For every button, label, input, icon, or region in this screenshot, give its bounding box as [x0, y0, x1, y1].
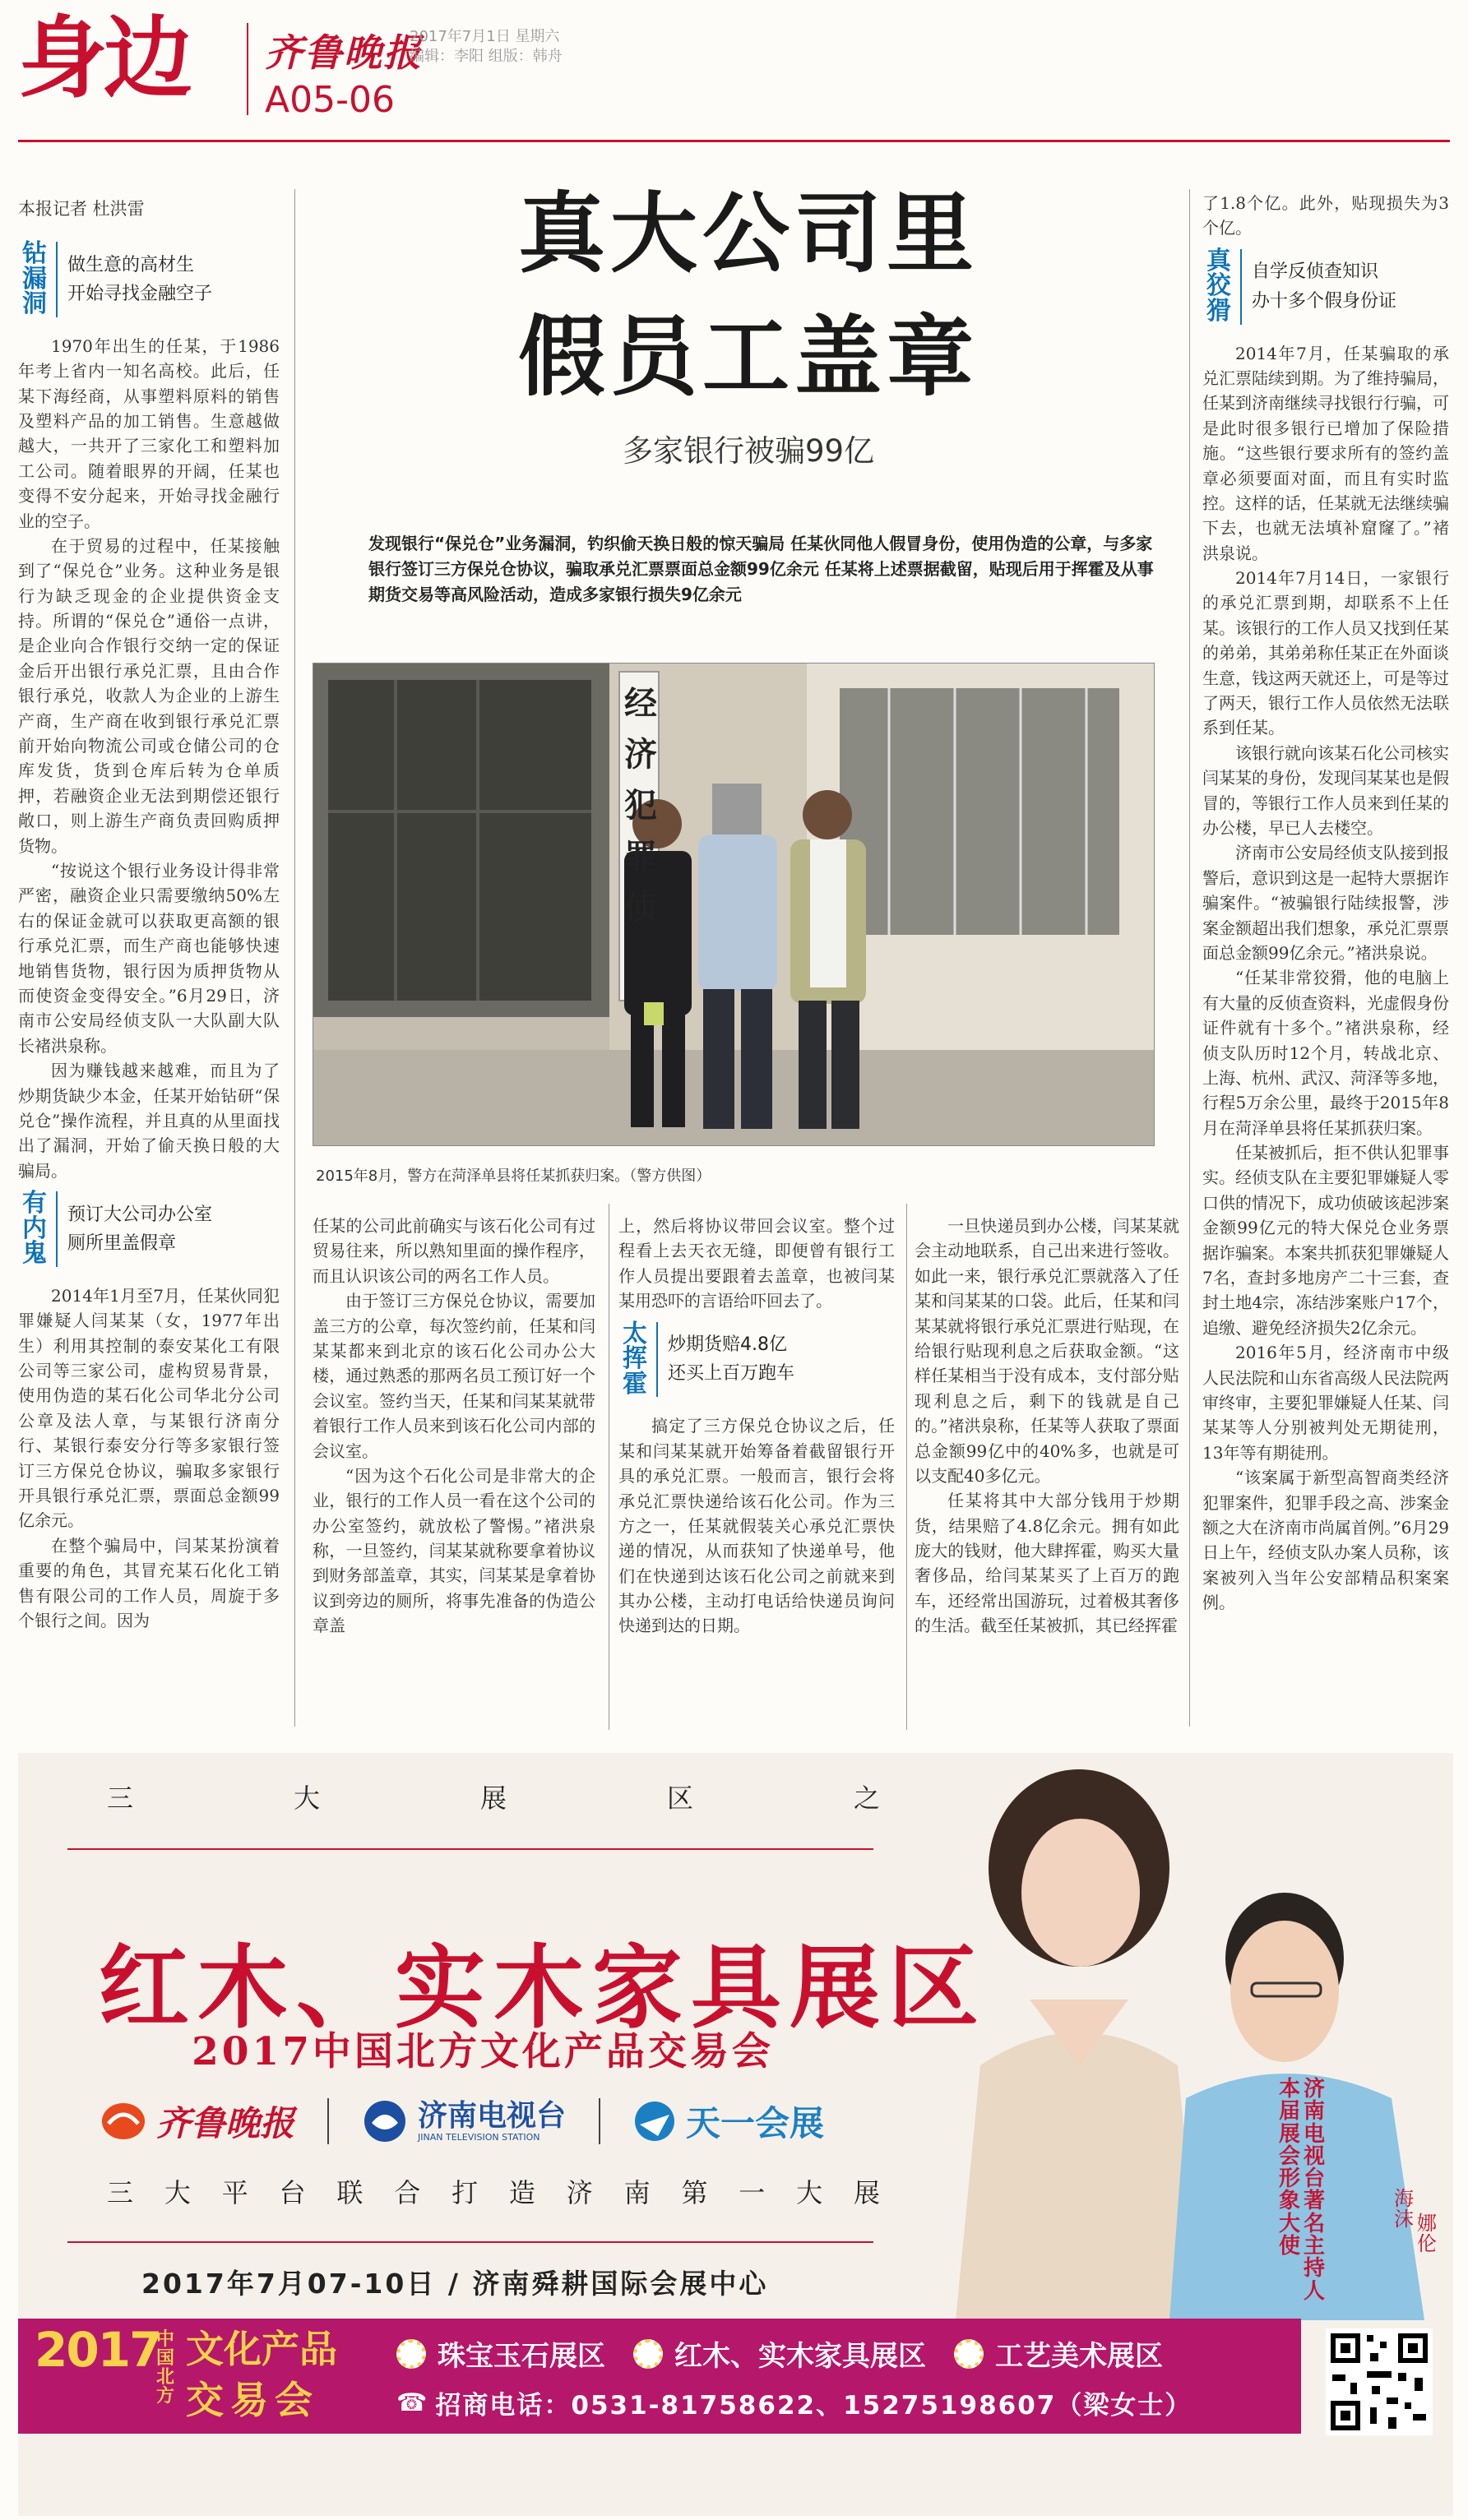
ad-big-title: 红木、实木家具展区: [99, 1935, 987, 2041]
paragraph: 上，然后将协议带回会议室。整个过程看上去天衣无缝，即便曾有银行工作人员提出要跟着去盖章，也被闫某某用恐吓的言语给吓回去了。: [618, 1216, 895, 1311]
hosts-photo: [898, 1753, 1453, 2320]
ad-char: 三: [107, 1782, 134, 1814]
kicker-line: 自学反侦查知识: [1252, 261, 1379, 283]
kicker-line: 厕所里盖假章: [67, 1232, 177, 1254]
kicker-bar: [1240, 249, 1242, 325]
paragraph: 在于贸易的过程中，任某接触到了“保兑仓”业务。这种业务是银行为缺乏现金的企业提供资金支持。所谓的“保兑仓”通俗一点讲，是企业向合作银行交纳一定的保证金后开出银行承兑汇票，且由合作银行承兑，收款人为企业的上游生产商，生产商在收到银行承兑汇票前开始向物流公司或仓储公司的仓库发货，货到仓库后转为仓单质押，若融资企业无法到期偿还银行敞口，则上游生产商负责回购质押货物。: [18, 535, 280, 856]
ad-char: 之: [853, 1782, 880, 1814]
paragraph: 该银行就向该某石化公司核实闫某某的身份，发现闫某某也是假冒的，等银行工作人员来到任某的办公楼，早已人去楼空。: [1202, 742, 1449, 838]
paragraph: 了1.8个亿。此外，贴现损失为3个亿。: [1202, 193, 1449, 238]
kicker-line: 预订大公司办公室: [67, 1204, 213, 1225]
paragraph: 2016年5月，经济南市中级人民法院和山东省高级人民法院两审终审，主要犯罪嫌疑人任某、闫某某等人分别被判处无期徒刑，13年等有期徒刑。: [1202, 1343, 1449, 1463]
logo-text: 齐鲁晚报: [156, 2103, 295, 2143]
paragraph: “任某非常狡猾，他的电脑上有大量的反侦查资料，光虚假身份证件就有十多个。”褚洪泉称，经侦支队历时12个月，转战北京、上海、杭州、武汉、菏泽等多地，行程5万余公里，最终于2015年8月在菏泽单县将任某抓获归案。: [1202, 968, 1449, 1138]
kicker-bar: [656, 1322, 658, 1398]
zone-label: 工艺美术展区: [995, 2340, 1163, 2373]
ad-rule: [67, 2241, 873, 2243]
kicker-cunning: [1202, 246, 1449, 326]
page-number: A05-06: [265, 79, 395, 121]
qilu-logo-icon: [100, 2101, 146, 2142]
ad-char: 区: [666, 1782, 693, 1814]
host-caption: 本届展会形象大使: [1278, 2077, 1300, 2259]
paragraph: 任某的公司此前确实与该石化公司有过贸易往来，所以熟知里面的操作程序，而且认识该公司的两名工作人员。: [313, 1216, 595, 1286]
qr-code-icon: [1326, 2328, 1433, 2435]
ad-char: 三: [107, 2177, 134, 2208]
paragraph: 2014年7月14日，一家银行的承兑汇票到期，却联系不上任某。该银行的工作人员又找到任某的弟弟，其弟弟称任某正在外面谈生意，钱这两天就还上，可是等过了两天，银行工作人员依然无法联系到任某。: [1202, 568, 1449, 738]
column-1: [18, 234, 280, 1633]
byline: 本报记者 杜洪雷: [18, 199, 145, 219]
ad-char: 南: [623, 2177, 651, 2208]
ad-char: 合: [394, 2177, 421, 2208]
sign-text: 经济犯罪侦: [624, 684, 657, 927]
issue-date: 2017年7月1日 星期六: [410, 28, 560, 45]
photo-illustration: [313, 664, 1155, 1146]
logo-subtext: JINAN TELEVISION STATION: [418, 2132, 540, 2143]
paragraph: 在整个骗局中，闫某某扮演着重要的角色，其冒充某石化化工销售有限公司的工作人员，周旋于多个银行之间。因为: [18, 1535, 280, 1630]
column-rule: [294, 189, 295, 1727]
ad-date-venue: 2017年7月07-10日 / 济南舜耕国际会展中心: [141, 2268, 769, 2300]
phone-icon: ☎: [396, 2388, 428, 2417]
paper-name: 齐鲁晚报: [265, 30, 423, 75]
phone-line: [396, 2384, 1192, 2421]
band-title: 交易会: [186, 2378, 319, 2422]
paragraph: 济南市公安局经侦支队接到报警后，意识到这是一起特大票据诈骗案件。“被骗银行陆续报警，涉案金额超出我们想象，承兑汇票票面总金额99亿余元。”褚洪泉说。: [1202, 843, 1449, 963]
logo-divider: [599, 2098, 600, 2144]
column-5: [1202, 191, 1449, 1615]
paragraph: 1970年出生的任某，于1986年考上省内一知名高校。此后，任某下海经商，从事塑料原料的销售及塑料产品的加工销售。生意越做越大，一共开了三家化工和塑料加工公司。随着眼界的开阔，任某也变得不安分起来，开始寻找金融行业的空子。: [18, 335, 280, 531]
header-divider: [247, 23, 248, 115]
host-name: 海沫: [1394, 2187, 1414, 2231]
ad-char: 联: [336, 2177, 364, 2208]
paragraph: “该案属于新型高智商类经济犯罪案件，犯罪手段之高、涉案金额之大在济南市尚属首例。”6月29日上午，经侦支队办案人员称，该案被列入当年公安部精品积案案例。: [1202, 1468, 1449, 1613]
paragraph: 任某将其中大部分钱用于炒期货，结果赔了4.8亿余元。拥有如此庞大的钱财，他大肆挥霍，购买大量奢侈品，给闫某某买了上百万的跑车，还经常出国游玩，过着极其奢侈的生活。截至任某被抓，其已经挥霍: [915, 1491, 1179, 1636]
jntv-logo-icon: [362, 2098, 408, 2144]
logo-text: 济南电视台: [418, 2098, 567, 2133]
kicker-loophole: [18, 239, 280, 319]
logo-jinan-tv: [362, 2098, 566, 2144]
ad-rule: [67, 1848, 873, 1850]
kicker-line: 办十多个假身份证: [1252, 290, 1397, 312]
ad-char: 展: [853, 2177, 880, 2208]
kicker-tag: 真狡猾: [1206, 246, 1231, 326]
flower-icon: [954, 2339, 984, 2369]
section-title: 身边: [18, 7, 190, 110]
ad-char: 造: [508, 2177, 535, 2208]
kicker-tag: 有内鬼: [22, 1189, 47, 1269]
paragraph: 因为赚钱越来越难，而且为了炒期货缺少本金，任某开始钻研“保兑仓”操作流程，并且真的从里面找出了漏洞，开始了偷天换日般的大骗局。: [18, 1061, 280, 1181]
logo-divider: [327, 2098, 329, 2144]
header-rule: [18, 140, 1450, 142]
column-4: [915, 1214, 1179, 1639]
paragraph: 2014年7月，任某骗取的承兑汇票陆续到期。为了维持骗局，任某到济南继续寻找银行行骗，可是此时很多银行已增加了保险措施。“这些银行要求所有的签约盖章必须要面对面，而且有实时监控。这样的话，任某就无法继续骗下去，也就无法填补窟窿了。”褚洪泉说。: [1202, 343, 1449, 563]
logo-tianyi: [633, 2097, 824, 2146]
kicker-tag: 钻漏洞: [22, 239, 47, 319]
ad-char: 打: [452, 2177, 479, 2208]
ad-char: 济: [566, 2177, 593, 2208]
ad-char: 第: [681, 2177, 708, 2208]
kicker-splurge: [618, 1319, 895, 1399]
column-2: [313, 1214, 595, 1639]
ad-char: 平: [221, 2177, 248, 2208]
paragraph: “因为这个石化公司是非常大的企业，银行的工作人员一看在这个公司的办公室签约，就放松了警惕。”褚洪泉称，一旦签约，闫某某就称要拿着协议到财务部盖章，其实，闫某某是拿着协议到旁边的厕所，将事先准备的伪造公章盖: [313, 1465, 595, 1636]
zone-label: 珠宝玉石展区: [438, 2340, 605, 2373]
ad-char: 一: [739, 2177, 766, 2208]
column-rule: [906, 1204, 907, 1730]
headline-line-1: 真大公司里: [518, 183, 979, 284]
kicker-line: 炒期货赔4.8亿: [668, 1334, 787, 1356]
advertisement: [18, 1753, 1453, 2516]
ad-char: 大: [164, 2177, 191, 2208]
flower-icon: [633, 2339, 663, 2369]
paragraph: 一旦快递员到办公楼，闫某某就会主动地联系，自己出来进行签收。如此一来，银行承兑汇票就落入了任某和闫某某的口袋。此后，任某和闫某某就将银行承兑汇票进行贴现，在给银行贴现利息之后获取金额。“这样任某相当于没有成本，支付部分贴现利息之后，剩下的钱就是自己的。”褚洪泉称，任某等人获取了票面总金额99亿中的40%多，也就是可以支配40多亿元。: [915, 1216, 1179, 1486]
zone-list: [396, 2333, 1163, 2374]
kicker-line: 开始寻找金融空子: [67, 283, 213, 304]
band-year: 2017: [35, 2322, 161, 2378]
column-rule: [1189, 189, 1190, 1727]
ad-top-line: [107, 1778, 880, 1815]
kicker-line: 还买上百万跑车: [668, 1363, 795, 1385]
band-region: 中国北方: [156, 2329, 175, 2407]
flower-icon: [396, 2339, 426, 2369]
lead-paragraph: 发现银行“保兑仓”业务漏洞，钓织偷天换日般的惊天骗局 任某伙同他人假冒身份，使用伪造的公章，与多家银行签订三方保兑仓协议，骗取承兑汇票票面总金额99亿余元 任某将上述票据截留，贴现后用于挥霍及从事期货交易等高风险活动，造成多家银行损失9亿余元: [368, 534, 1154, 604]
ad-logos: [100, 2097, 824, 2146]
phone-text: 招商电话：0531-81758622、15275198607（梁女士）: [435, 2391, 1192, 2421]
logo-qilu: [100, 2097, 294, 2146]
zone-label: 红木、实木家具展区: [674, 2340, 926, 2373]
host-caption: 济南电视台著名主持人: [1303, 2077, 1325, 2304]
tianyi-logo-icon: [633, 2100, 676, 2143]
ad-char: 大: [796, 2177, 823, 2208]
ad-char: 台: [279, 2177, 306, 2208]
paragraph: 搞定了三方保兑仓协议之后，任某和闫某某就开始筹备着截留银行开具的承兑汇票。一般而言，银行会将承兑汇票快递给该石化公司。作为三方之一，任某就假装关心承兑汇票快递的情况，从而获知了快递单号，他们在快递到达该石化公司之前就来到其办公楼，主动打电话给快递员询问快递到达的日期。: [618, 1416, 895, 1636]
paragraph: “按说这个银行业务设计得非常严密，融资企业只需要缴纳50%左右的保证金就可以获取更高额的银行承兑汇票，而生产商也能够快速地销售货物，银行因为质押货物从而使资金变得安全。”6月29日，济南市公安局经侦支队一大队副大队长褚洪泉称。: [18, 860, 280, 1056]
kicker-bar: [56, 1191, 58, 1267]
paragraph: 任某被抓后，拒不供认犯罪事实。经侦支队在主要犯罪嫌疑人零口供的情况下，成功侦破该起涉案金额99亿元的特大保兑仓业务票据诈骗案。本案共抓获犯罪嫌疑人7名，查封多地房产二十三套，查封土地4宗，冻结涉案账户17个，追缴、避免经济损失2亿余元。: [1202, 1143, 1449, 1338]
subheadline: 多家银行被骗99亿: [622, 433, 875, 469]
kicker-bar: [56, 242, 58, 317]
photo-caption: 2015年8月，警方在菏泽单县将任某抓获归案。（警方供图）: [316, 1168, 711, 1185]
paragraph: 由于签订三方保兑仓协议，需要加盖三方的公章，每次签约前，任某和闫某某都来到北京的该石化公司办公大楼，通过熟悉的那两名员工预订好一个会议室。签约当天，任某和闫某某就带着银行工作人员来到该石化公司内部的会议室。: [313, 1291, 595, 1461]
ad-fair-name: 2017中国北方文化产品交易会: [192, 2029, 774, 2074]
news-photo: [313, 663, 1155, 1146]
band-title: 文化产品: [186, 2327, 337, 2371]
headline-line-2: 假员工盖章: [518, 307, 979, 408]
ad-char: 展: [479, 1782, 507, 1814]
logo-text: 天一会展: [686, 2103, 825, 2143]
kicker-line: 做生意的高材生: [67, 254, 195, 275]
host-name: 娜伦: [1417, 2212, 1437, 2256]
ad-platform-line: [107, 2172, 880, 2210]
kicker-tag: 太挥霍: [623, 1319, 647, 1399]
ad-char: 大: [293, 1782, 320, 1814]
kicker-insider: [18, 1191, 280, 1267]
paragraph: 2014年1月至7月，任某伙同犯罪嫌疑人闫某某（女，1977年出生）利用其控制的泰安某化工有限公司等三家公司，虚构贸易背景，使用伪造的某石化公司华北分公司公章及法人章，与某银行济南分行、某银行泰安分行等多家银行签订三方保兑仓协议，骗取多家银行开具银行承兑汇票，票面总金额99亿余元。: [18, 1285, 280, 1531]
column-3: [618, 1214, 895, 1639]
ad-band: [18, 2319, 1301, 2434]
editors: 编辑：李阳 组版：韩舟: [410, 48, 563, 65]
